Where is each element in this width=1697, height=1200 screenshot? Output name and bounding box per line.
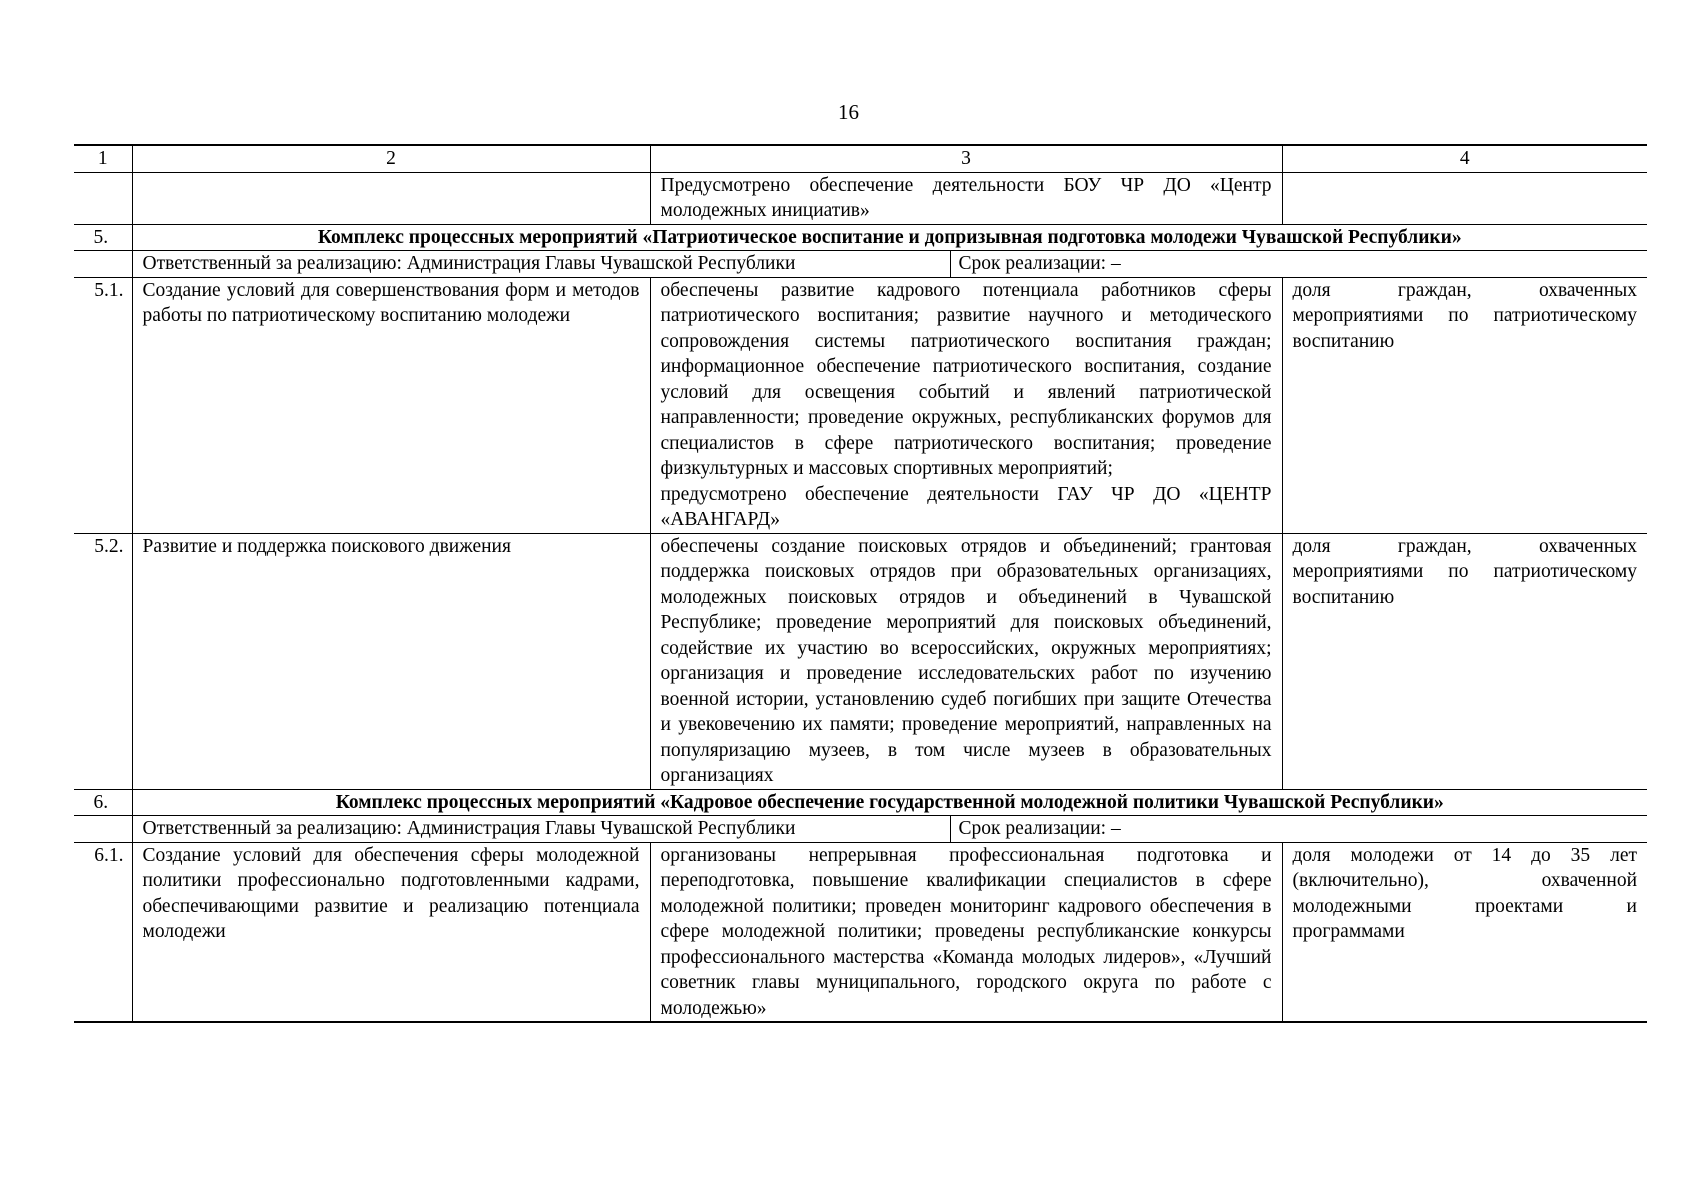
- row-5-1-indicator: доля граждан, охваченных мероприятиями по патриотическому воспитанию: [1282, 277, 1647, 533]
- section-6-term: Срок реализации: –: [958, 818, 1121, 839]
- row-5-2-indicator: доля граждан, охваченных мероприятиями по патриотическому воспитанию: [1282, 533, 1647, 789]
- row-6-1-task: Создание условий для обеспечения сферы молодежной политики профессионально подготовленными кадрами, обеспечивающими развитие и реализацию потенциала молодежи: [132, 842, 650, 1022]
- section-5-row: [74, 224, 1647, 251]
- row-5-2-result: обеспечены создание поисковых отрядов и объединений; грантовая поддержка поисковых отрядов при образовательных организациях, молодежных поисковых отрядов и объединений в Чувашской Республике; проведение мероприятий для поисковых объединений, содействие их участию во всероссийских, окружных мероприятиях; организация и проведение исследовательских работ по изучению военной истории, установлению судеб погибших при защите Отечества и увековечению их памяти; проведение мероприятий, направленных на популяризацию музеев, в том числе музеев в образовательных организациях: [650, 533, 1282, 789]
- table-row-6-1: [74, 842, 1647, 1022]
- row-5-2-task: Развитие и поддержка поискового движения: [132, 533, 650, 789]
- table-row-5-2: [74, 533, 1647, 789]
- section-6-row: [74, 789, 1647, 816]
- header-col-3: 3: [650, 145, 1282, 172]
- section-6-responsible-row: [74, 816, 1647, 843]
- row-5-2-number: 5.2.: [74, 533, 132, 789]
- section-5-term: Срок реализации: –: [958, 253, 1121, 274]
- section-6-title: Комплекс процессных мероприятий «Кадровое обеспечение государственной молодежной политики Чувашской Республики»: [132, 789, 1647, 816]
- row-5-1-result-extra: предусмотрено обеспечение деятельности ГАУ ЧР ДО «ЦЕНТР «АВАНГАРД»: [660, 483, 1272, 530]
- page-number: 16: [838, 100, 859, 124]
- section-5-number: 5.: [74, 224, 132, 251]
- row-5-1-result: [650, 277, 1282, 533]
- header-col-4: 4: [1282, 145, 1647, 172]
- row-5-1-number: 5.1.: [74, 277, 132, 533]
- table-row-5-1: [74, 277, 1647, 533]
- row-5-1-task: Создание условий для совершенствования форм и методов работы по патриотическому воспитанию молодежи: [132, 277, 650, 533]
- table-header-row: [74, 145, 1647, 172]
- section-5-responsible: Ответственный за реализацию: Администрация Главы Чувашской Республики: [143, 251, 951, 277]
- header-col-1: 1: [74, 145, 132, 172]
- table-row-continuation: [74, 172, 1647, 224]
- continuation-result: Предусмотрено обеспечение деятельности БОУ ЧР ДО «Центр молодежных инициатив»: [650, 172, 1282, 224]
- section-6-responsible: Ответственный за реализацию: Администрация Главы Чувашской Республики: [143, 816, 951, 842]
- row-6-1-number: 6.1.: [74, 842, 132, 1022]
- row-5-1-result-text: обеспечены развитие кадрового потенциала работников сферы патриотического воспитания; развитие научного и методического сопровождения системы патриотического воспитания граждан; информационное обеспечение патриотического воспитания, создание условий для освещения событий и явлений патриотической направленности; проведение окружных, республиканских форумов для специалистов в сфере патриотического воспитания; проведение физкультурных и массовых спортивных мероприятий;: [660, 279, 1272, 479]
- section-5-responsible-row: [74, 251, 1647, 278]
- measures-table: [74, 144, 1647, 1023]
- row-6-1-result: организованы непрерывная профессиональная подготовка и переподготовка, повышение квалификации специалистов в сфере молодежной политики; проведен мониторинг кадрового обеспечения в сфере молодежной политики; проведены республиканские конкурсы профессионального мастерства «Команда молодых лидеров», «Лучший советник главы муниципального, городского округа по работе с молодежью»: [650, 842, 1282, 1022]
- row-6-1-indicator: доля молодежи от 14 до 35 лет (включительно), охваченной молодежными проектами и программами: [1282, 842, 1647, 1022]
- section-6-number: 6.: [74, 789, 132, 816]
- section-5-title: Комплекс процессных мероприятий «Патриотическое воспитание и допризывная подготовка молодежи Чувашской Республики»: [132, 224, 1647, 251]
- header-col-2: 2: [132, 145, 650, 172]
